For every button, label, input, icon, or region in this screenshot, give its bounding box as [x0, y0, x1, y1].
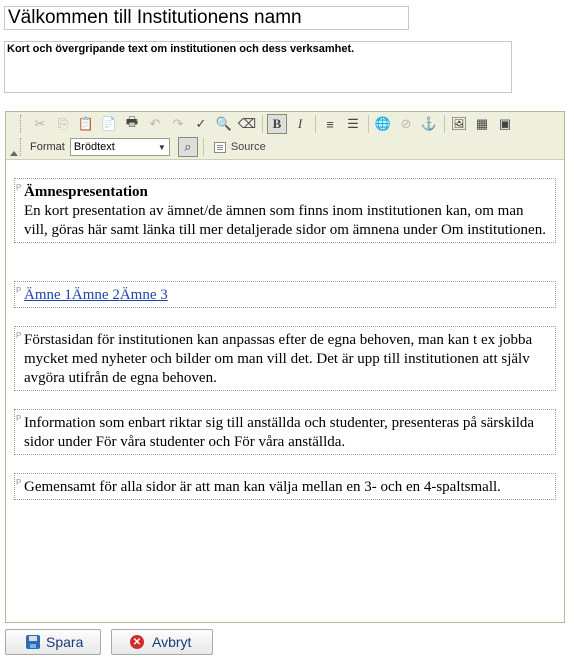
remove-format-icon[interactable]: ⌫: [237, 116, 257, 131]
link-icon[interactable]: 🌐: [374, 116, 392, 131]
special-char-icon[interactable]: ▣: [498, 116, 512, 131]
paragraph-block[interactable]: [14, 326, 556, 391]
save-label: Spara: [46, 634, 84, 650]
paste-text-icon[interactable]: 📄: [100, 116, 118, 131]
rich-text-editor: [5, 111, 565, 623]
image-icon[interactable]: 🖼: [450, 116, 468, 131]
paragraph-marker: P: [16, 183, 22, 192]
italic-icon[interactable]: I: [297, 116, 303, 131]
toolbar-separator: [368, 115, 369, 133]
chevron-down-icon: ▼: [157, 142, 166, 152]
source-button[interactable]: [214, 141, 266, 153]
print-icon[interactable]: 🖶: [125, 114, 139, 129]
content-intro: En kort presentation av ämnet/de ämnen som finns inom institutionen kan, om man vill, göras här samt länka till mer detaljerade sidor om ämnena under Om institutionen.: [24, 203, 546, 238]
content-heading: Ämnespresentation: [24, 184, 148, 200]
toolbar-row-2: [20, 136, 266, 158]
editor-content[interactable]: [6, 160, 564, 622]
source-label: Source: [230, 141, 266, 153]
paragraph-block[interactable]: [14, 409, 556, 455]
paragraph-marker: P: [16, 286, 22, 295]
copy-icon[interactable]: ⎘: [57, 116, 69, 131]
toolbar-grip: [20, 138, 24, 156]
toolbar-separator: [444, 115, 445, 133]
toolbar-separator: [262, 115, 263, 133]
numbered-list-icon[interactable]: ≡: [326, 116, 334, 132]
toolbar-row-1: [20, 113, 518, 135]
toolbar-grip: [20, 115, 24, 133]
cancel-button[interactable]: [111, 629, 213, 655]
paragraph-block[interactable]: [14, 178, 556, 243]
paragraph-marker: P: [16, 331, 22, 340]
editor-toolbar: [6, 112, 564, 160]
content-paragraph-3: Information som enbart riktar sig till anställda och studenter, presenteras på särskilda sidor under För våra studenter och För våra anställda.: [24, 415, 535, 450]
format-dropdown[interactable]: [70, 138, 170, 156]
undo-icon[interactable]: ↶: [149, 116, 161, 131]
table-icon[interactable]: ▦: [475, 116, 489, 131]
find-icon[interactable]: 🔍: [215, 116, 233, 131]
content-paragraph-2: Förstasidan för institutionen kan anpassas efter de egna behoven, man kan t ex jobba mycket med nyheter och bilder om man vill det. Det är upp till institutionen att själv avgöra utifrån de egna behoven.: [24, 332, 533, 386]
unlink-icon[interactable]: ⊘: [400, 116, 412, 131]
bulleted-list-icon[interactable]: ☰: [347, 116, 359, 131]
cancel-label: Avbryt: [152, 634, 192, 650]
content-paragraph-4: Gemensamt för alla sidor är att man kan välja mellan en 3- och en 4-spaltsmall.: [24, 479, 501, 495]
description-field[interactable]: [4, 41, 512, 93]
save-button[interactable]: [5, 629, 101, 655]
paragraph-block[interactable]: [14, 281, 556, 308]
subject-link-2[interactable]: Ämne 2: [71, 287, 120, 303]
format-label: Format: [30, 141, 65, 153]
paragraph-marker: P: [16, 478, 22, 487]
anchor-icon[interactable]: ⚓: [420, 116, 438, 131]
close-icon: ✕: [130, 635, 144, 649]
toolbar-separator: [315, 115, 316, 133]
format-value: Brödtext: [73, 141, 115, 153]
redo-icon[interactable]: ↷: [172, 116, 184, 131]
toolbar-separator: [203, 138, 204, 156]
spellcheck-icon[interactable]: ✓: [195, 116, 207, 131]
title-field[interactable]: [4, 6, 409, 30]
paste-icon[interactable]: 📋: [77, 116, 95, 131]
paragraph-block[interactable]: [14, 473, 556, 500]
subject-link-3[interactable]: Ämne 3: [119, 287, 168, 303]
bold-icon[interactable]: B: [267, 114, 287, 134]
subject-link-1[interactable]: Ämne 1: [24, 287, 72, 303]
source-icon: [214, 142, 226, 153]
floppy-disk-icon: [26, 635, 40, 649]
show-blocks-icon[interactable]: ⌕: [178, 137, 198, 157]
collapse-toolbar-icon[interactable]: [10, 151, 18, 156]
cut-icon[interactable]: ✂: [34, 116, 46, 131]
paragraph-marker: P: [16, 414, 22, 423]
